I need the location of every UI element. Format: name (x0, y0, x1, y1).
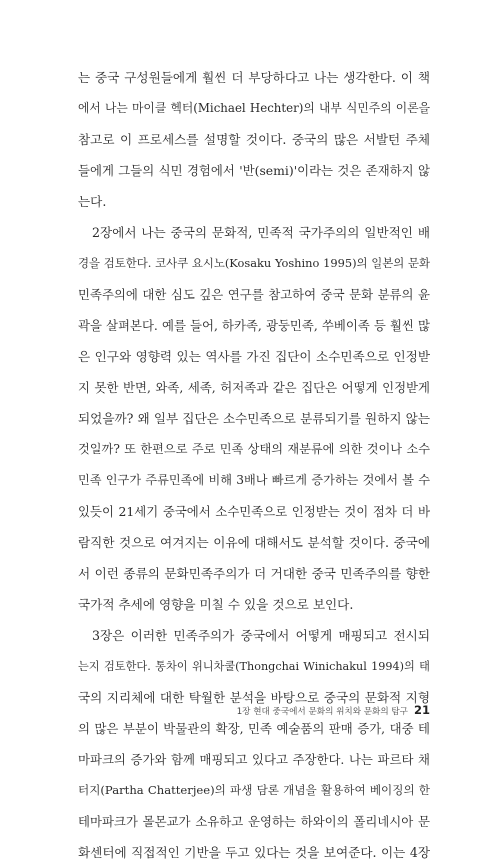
text-line-6: 2장에서 나는 중국의 문화적, 민족적 국가주의의 일반적인 배 (92, 225, 430, 240)
page-number: 21 (413, 703, 430, 717)
running-footer (237, 700, 430, 720)
text-line-11: 지 못한 반면, 와족, 세족, 허저족과 같은 집단은 어떻게 인정받게 (78, 380, 430, 395)
text-line-23: 마파크의 증가와 함께 매핑되고 있다고 주장한다. 나는 파르타 채 (78, 752, 430, 767)
text-line-10: 은 인구와 영향력 있는 역사를 가진 집단이 소수민족으로 인정받 (78, 349, 430, 364)
text-line-12: 되었을까? 왜 일부 집단은 소수민족으로 분류되기를 원하지 않는 (78, 411, 430, 426)
text-line-4: 들에게 그들의 식민 경험에서 '반(semi)'이라는 것은 존재하지 않 (78, 163, 430, 178)
text-line-2: 에서 나는 마이클 헥터(Michael Hechter)의 내부 식민주의 이론을 (78, 101, 430, 115)
text-line-14: 민족 인구가 주류민족에 비해 3배나 빠르게 증가하는 것에서 볼 수 (78, 473, 430, 487)
text-line-5: 는다. (78, 194, 107, 209)
text-line-21: 국의 지리체에 대한 탁월한 분석을 바탕으로 중국의 문화적 지형 (78, 690, 430, 705)
text-line-26: 화센터에 직접적인 기반을 두고 있다는 것을 보여준다. 이는 4장 (78, 845, 430, 860)
body-text (78, 62, 430, 868)
text-line-3: 참고로 이 프로세스를 설명할 것이다. 중국의 많은 서발턴 주체 (78, 132, 430, 147)
text-line-9: 곽을 살펴본다. 예를 들어, 하카족, 광둥민족, 쑤베이족 등 훨씬 많 (78, 318, 430, 333)
text-line-19: 3장은 이러한 민족주의가 중국에서 어떻게 매핑되고 전시되 (92, 628, 430, 643)
running-title: 1장 현대 중국에서 문화의 위치와 문화의 탐구 (236, 707, 408, 717)
text-line-18: 국가적 추세에 영향을 미칠 수 있을 것으로 보인다. (78, 597, 354, 612)
text-line-13: 것일까? 또 한편으로 주로 민족 상태의 재분류에 의한 것이나 소수 (78, 442, 430, 456)
text-line-20: 는지 검토한다. 통차이 위니차쿨(Thongchai Winichakul 1994)의 태 (78, 660, 430, 673)
text-line-25: 테마파크가 몰몬교가 소유하고 운영하는 하와이의 폴리네시아 문 (78, 814, 430, 829)
text-line-24: 터지(Partha Chatterjee)의 파생 담론 개념을 활용하여 베이징의 한 (78, 783, 430, 797)
text-line-1: 는 중국 구성원들에게 훨씬 더 부당하다고 나는 생각한다. 이 책 (78, 70, 430, 85)
text-line-22: 의 많은 부분이 박물관의 확장, 민족 예술품의 판매 증가, 대중 테 (78, 721, 430, 736)
text-line-17: 서 이런 종류의 문화민족주의가 더 거대한 중국 민족주의를 향한 (78, 566, 430, 581)
text-line-16: 람직한 것으로 여겨지는 이유에 대해서도 분석할 것이다. 중국에 (78, 535, 430, 550)
text-line-8: 민족주의에 대한 심도 깊은 연구를 참고하여 중국 문화 분류의 윤 (78, 287, 430, 302)
text-line-7: 경을 검토한다. 코사쿠 요시노(Kosaku Yoshino 1995)의 일본의 문화 (78, 256, 430, 270)
text-line-15: 있듯이 21세기 중국에서 소수민족으로 인정받는 것이 점차 더 바 (78, 504, 430, 519)
